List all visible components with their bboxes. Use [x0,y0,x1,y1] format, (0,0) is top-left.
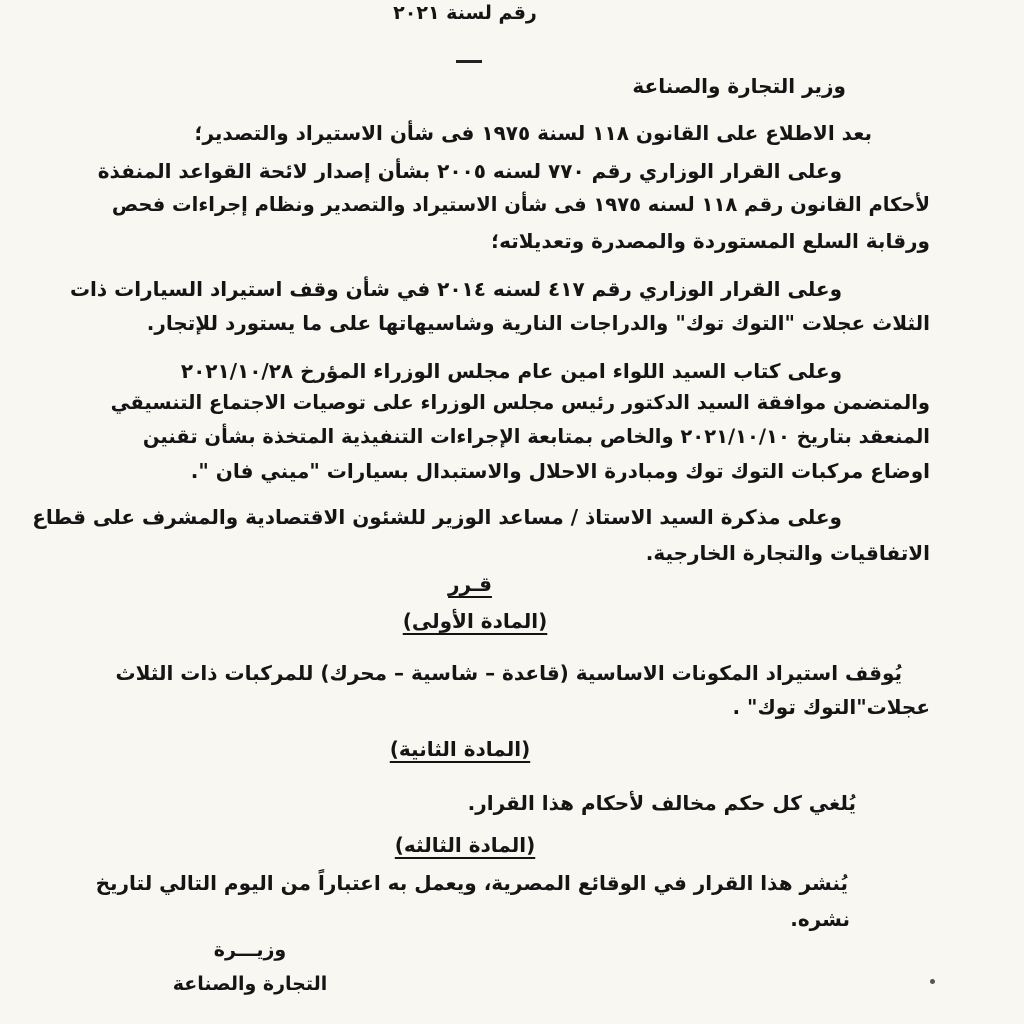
preamble-line-2: وعلى القرار الوزاري رقم ٧٧٠ لسنه ٢٠٠٥ بشأن إصدار لائحة القواعد المنفذة [97,159,842,183]
article-2-line-1: يُلغي كل حكم مخالف لأحكام هذا القرار. [467,791,856,815]
preamble-line-7: وعلى كتاب السيد اللواء امين عام مجلس الوزراء المؤرخ ٢٠٢١/١٠/٢٨ [180,359,842,383]
decision-heading: قـرر [448,572,492,596]
article-3-line-1: يُنشر هذا القرار في الوقائع المصرية، ويعمل به اعتباراً من اليوم التالي لتاريخ [95,871,848,895]
article-3-title: (المادة الثالثه) [394,833,536,857]
preamble-line-1: بعد الاطلاع على القانون ١١٨ لسنة ١٩٧٥ فى شأن الاستيراد والتصدير؛ [194,121,872,145]
preamble-line-11: وعلى مذكرة السيد الاستاذ / مساعد الوزير للشئون الاقتصادية والمشرف على قطاع [32,505,842,529]
minister-title: وزير التجارة والصناعة [632,74,846,98]
preamble-line-8: والمتضمن موافقة السيد الدكتور رئيس مجلس الوزراء على توصيات الاجتماع التنسيقي [110,391,930,414]
preamble-line-3: لأحكام القانون رقم ١١٨ لسنه ١٩٧٥ فى شأن الاستيراد والتصدير ونظام إجراءات فحص [111,193,930,216]
preamble-line-6: الثلاث عجلات "التوك توك" والدراجات النارية وشاسيهاتها على ما يستورد للإتجار. [146,311,930,335]
preamble-line-5: وعلى القرار الوزاري رقم ٤١٧ لسنه ٢٠١٤ في شأن وقف استيراد السيارات ذات [69,277,842,301]
signature-title: وزيـــرة [213,939,287,961]
signature-ministry: التجارة والصناعة [172,973,328,995]
preamble-line-10: اوضاع مركبات التوك توك ومبادرة الاحلال والاستبدال بسيارات "ميني فان ". [190,459,930,483]
header-divider [456,60,482,63]
preamble-line-4: ورقابة السلع المستوردة والمصدرة وتعديلاته؛ [491,229,930,253]
article-3-line-2: نشره. [790,907,850,931]
article-1-line-2: عجلات"التوك توك" . [732,695,930,719]
decree-number: رقم لسنة ٢٠٢١ [393,2,537,24]
preamble-line-9: المنعقد بتاريخ ٢٠٢١/١٠/١٠ والخاص بمتابعة الإجراءات التنفيذية المتخذة بشأن تقنين [142,425,930,448]
article-2-title: (المادة الثانية) [389,737,531,761]
article-1-title: (المادة الأولى) [402,609,548,633]
article-1-line-1: يُوقف استيراد المكونات الاساسية (قاعدة – شاسية – محرك) للمركبات ذات الثلاث [115,661,902,685]
scan-speck [930,979,935,984]
preamble-line-12: الاتفاقيات والتجارة الخارجية. [645,541,930,565]
